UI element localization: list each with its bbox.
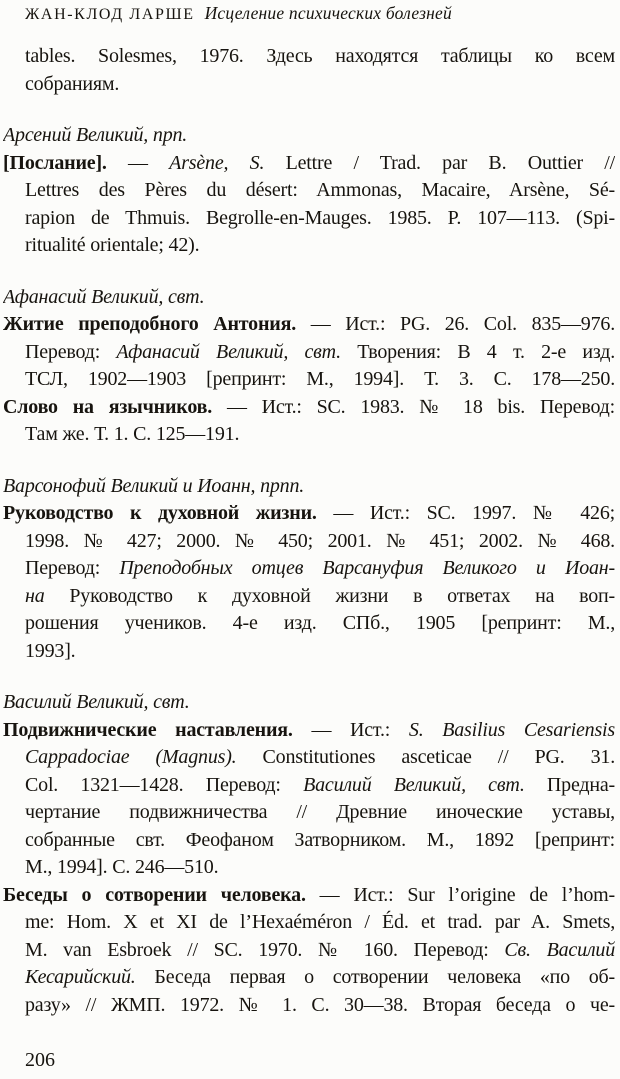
text-line (3, 937, 615, 965)
text-run: М., 1994]. С. 246—510. (25, 856, 219, 878)
text-run: — Ист.: SC. 1983. № 18 bis. Перевод: (212, 395, 615, 418)
text-line (3, 311, 615, 339)
paragraph-continuation (3, 43, 615, 98)
section-heading (3, 122, 615, 150)
text-run: S. Basilius Cesariensis (408, 718, 615, 741)
text-line (3, 964, 615, 992)
text-line (3, 882, 615, 910)
text-line (3, 205, 615, 233)
text-line (3, 366, 615, 394)
text-line (3, 473, 615, 501)
text-run: 1998. № 427; 2000. № 450; 2001. № 451; 2002. № 468. (25, 529, 615, 552)
text-run: 1993]. (25, 639, 76, 662)
text-run: Афанасий Великий, свт. (116, 340, 341, 363)
text-run: Арсений Великий, прп. (3, 124, 188, 146)
text-run: Кесарийский. (25, 966, 136, 988)
text-run: Подвижнические наставления. (3, 718, 293, 741)
section-heading (3, 284, 615, 312)
text-line (3, 909, 615, 937)
text-run: Василий Великий, свт. (3, 691, 190, 713)
text-line (3, 689, 615, 717)
entry (3, 394, 615, 449)
text-run: — Ист.: SC. 1997. № 426; (316, 502, 615, 524)
text-run: Col. 1321—1428. Перевод: (25, 773, 304, 796)
page-number: 206 (25, 1049, 55, 1071)
text-run: me: Hom. X et XI de l’Hexaéméron / Éd. et trad. par A. Smets, (25, 911, 615, 933)
text-run: Творения: В 4 т. 2-е изд. (340, 340, 615, 363)
text-line (3, 717, 615, 745)
text-run: Слово на язычников. (3, 395, 213, 418)
text-line (3, 638, 615, 666)
text-run: — Ист.: PG. 26. Col. 835—976. (296, 313, 615, 335)
text-line (3, 122, 615, 150)
text-run: Руководство к духовной жизни. (3, 502, 317, 524)
text-run: Афанасий Великий, свт. (3, 285, 205, 308)
text-line (3, 528, 615, 556)
text-line (3, 394, 615, 422)
entry (3, 500, 615, 665)
text-line (3, 772, 615, 800)
text-run: Беседы о сотворении человека. (3, 883, 306, 906)
text-run: — Ист.: (292, 718, 409, 741)
text-line (3, 71, 615, 99)
text-line (3, 43, 615, 71)
text-line (3, 500, 615, 528)
text-run: ТСЛ, 1902—1903 [репринт: М., 1994]. Т. 3. С. 178—250. (25, 368, 615, 390)
text-run: Беседа первая о сотворении человека «по об- (135, 966, 615, 988)
entry (3, 311, 615, 394)
text-run: Cappadociae (Magnus). (25, 746, 237, 768)
text-run: Там же. Т. 1. С. 125—191. (25, 423, 240, 445)
text-run: [Послание]. (3, 151, 107, 174)
text-run: чертание подвижничества // Древние иноческие уставы, (25, 801, 615, 823)
text-run: разу» // ЖМП. 1972. № 1. С. 30—38. Вторая беседа о че- (25, 993, 615, 1016)
text-run: Перевод: (25, 340, 117, 363)
text-run: — Ист.: Sur l’origine de l’hom- (305, 883, 615, 906)
text-run: — (106, 151, 170, 174)
text-line (3, 744, 615, 772)
bibliography-text (3, 43, 615, 1019)
text-run: rapion de Thmuis. Begrolle-en-Mauges. 1985. P. 107—113. (Spi- (25, 206, 615, 229)
text-run: ritualité orientale; 42). (25, 234, 200, 256)
text-run: Житие преподобного Антония. (3, 313, 297, 335)
text-run: на (25, 584, 45, 607)
text-run: Предна- (524, 773, 615, 796)
running-head-author: ЖАН-КЛОД ЛАРШЕ (25, 6, 195, 23)
text-line (3, 799, 615, 827)
text-run: Перевод: (25, 557, 120, 579)
text-line (3, 232, 615, 260)
text-run: собранные свт. Феофаном Затворником. М., 1892 [репринт: (25, 828, 615, 851)
text-line (3, 284, 615, 312)
text-run: tables. Solesmes, 1976. Здесь находятся таблицы ко всем (25, 45, 615, 67)
text-run: Варсонофий Великий и Иоанн, прпп. (3, 474, 305, 497)
text-line (3, 339, 615, 367)
text-line (3, 177, 615, 205)
text-line (3, 992, 615, 1020)
text-run: собраниям. (25, 72, 120, 95)
text-line (3, 555, 615, 583)
text-run: Василий Великий, свт. (303, 773, 525, 796)
text-run: рошения учеников. 4-е изд. СПб., 1905 [репринт: М., (25, 612, 615, 634)
text-line (3, 854, 615, 882)
text-run: Св. Василий (504, 938, 615, 961)
entry (3, 882, 615, 1020)
section-heading (3, 473, 615, 501)
text-line (3, 827, 615, 855)
section-heading (3, 689, 615, 717)
text-line (3, 610, 615, 638)
text-line (3, 421, 615, 449)
text-line (3, 583, 615, 611)
text-run: Lettres des Pères du désert: Ammonas, Macaire, Arsène, Sé- (25, 179, 615, 201)
entry (3, 150, 615, 260)
text-run: Lettre / Trad. par B. Outtier // (264, 151, 615, 174)
running-head (25, 3, 615, 24)
text-line (3, 150, 615, 178)
text-run: Arsène, S. (169, 151, 265, 174)
running-head-book-title: Исцеление психических болезней (204, 3, 452, 23)
text-run: Преподобных отцев Варсануфия Великого и Иоан- (119, 557, 615, 579)
text-run: Constitutiones asceticae // PG. 31. (236, 746, 615, 768)
text-run: Руководство к духовной жизни в ответах на воп- (44, 584, 615, 607)
entry (3, 717, 615, 882)
text-run: M. van Esbroek // SC. 1970. № 160. Перевод: (25, 938, 505, 961)
